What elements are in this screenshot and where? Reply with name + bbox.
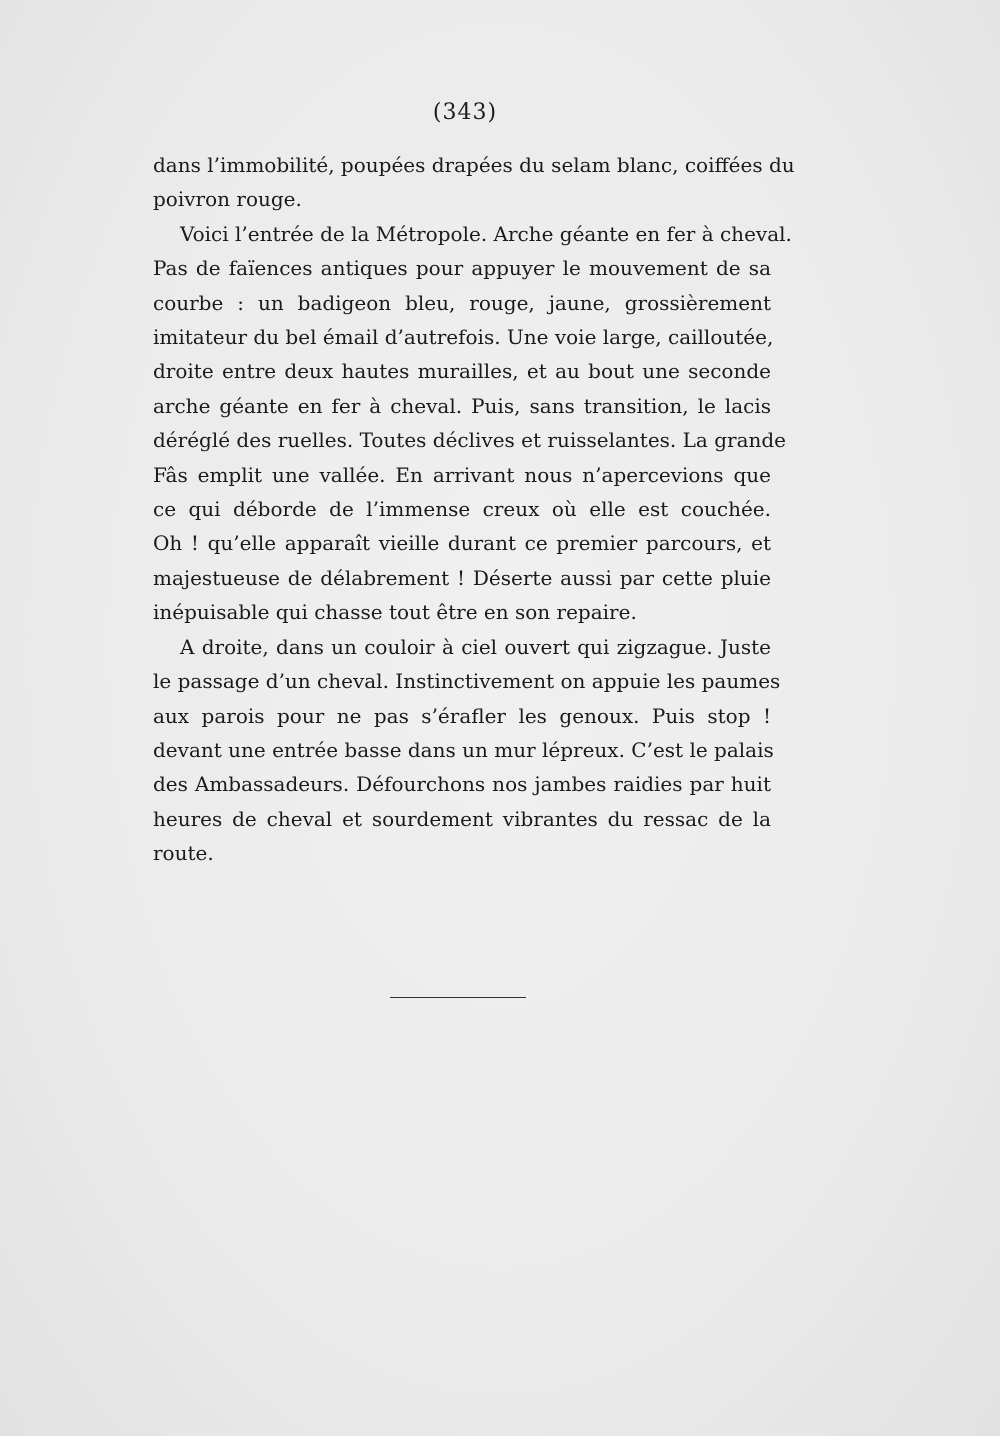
text-line: devant une entrée basse dans un mur lépreux. C’est le palais (153, 737, 774, 762)
text-line: route. (153, 841, 214, 866)
text-line: dans l’immobilité, poupées drapées du selam blanc, coiffées du (153, 153, 795, 177)
text-line: ce qui déborde de l’immense creux où elle est couchée. (153, 497, 771, 522)
text-line: imitateur du bel émail d’autrefois. Une voie large, cailloutée, (153, 325, 774, 350)
text-line: majestueuse de délabrement ! Déserte aussi par cette pluie (153, 565, 771, 590)
text-line: Voici l’entrée de la Métropole. Arche géante en fer à cheval. (180, 221, 792, 246)
text-line: arche géante en fer à cheval. Puis, sans transition, le lacis (153, 393, 771, 418)
page-number: (343) (432, 100, 498, 125)
text-line: Pas de faïences antiques pour appuyer le mouvement de sa (153, 256, 771, 281)
paragraph-2 (153, 217, 792, 630)
text-line: le passage d’un cheval. Instinctivement on appuie les paumes (153, 669, 781, 694)
text-line: déréglé des ruelles. Toutes déclives et ruisselantes. La grande (153, 428, 787, 453)
text-line: A droite, dans un couloir à ciel ouvert qui zigzague. Juste (180, 634, 771, 659)
text-line: poivron rouge. (153, 187, 302, 212)
text-line: des Ambassadeurs. Défourchons nos jambes raidies par huit (153, 772, 771, 797)
text-line: aux parois pour ne pas s’érafler les genoux. Puis stop ! (153, 703, 771, 728)
body-text (153, 148, 795, 871)
text-line: courbe : un badigeon bleu, rouge, jaune, grossièrement (153, 290, 771, 315)
text-line: Fâs emplit une vallée. En arrivant nous n’apercevions que (153, 462, 771, 487)
text-line: droite entre deux hautes murailles, et au bout une seconde (153, 359, 771, 384)
text-line: Oh ! qu’elle apparaît vieille durant ce premier parcours, et (153, 531, 771, 556)
text-line: inépuisable qui chasse tout être en son repaire. (153, 600, 637, 625)
text-line: heures de cheval et sourdement vibrantes du ressac de la (153, 806, 771, 831)
paragraph-1 (153, 148, 795, 217)
paragraph-3 (153, 630, 781, 871)
section-divider-rule (390, 997, 526, 998)
